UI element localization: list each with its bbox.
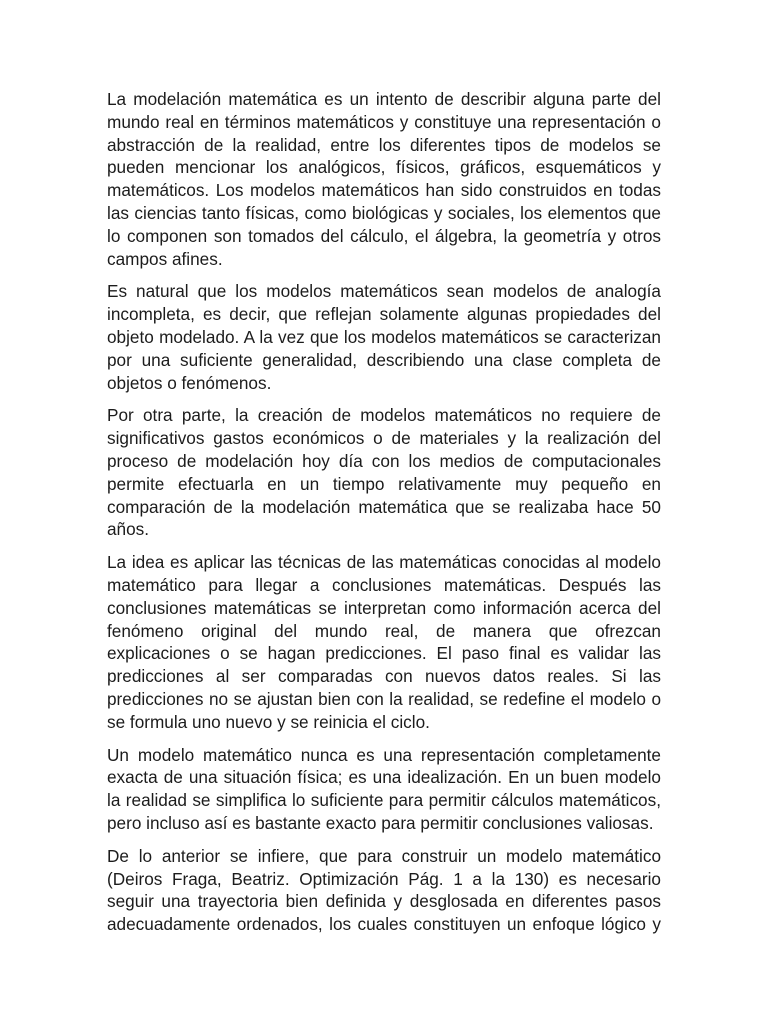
paragraph-5: Un modelo matemático nunca es una representación completamente exacta de una situación física; es una idealización. En un buen modelo la realidad se simplifica lo suficiente para permitir cálculos matemáticos, pero incluso así es bastante exacto para permitir conclusiones valiosas.: [107, 744, 661, 833]
paragraph-4: La idea es aplicar las técnicas de las matemáticas conocidas al modelo matemático para llegar a conclusiones matemáticas. Después las conclusiones matemáticas se interpretan como información acerca del fenómeno original del mundo real, de manera que ofrezcan explicaciones o se hagan predicciones. El paso final es validar las predicciones al ser comparadas con nuevos datos reales. Si las predicciones no se ajustan bien con la realidad, se redefine el modelo o se formula uno nuevo y se reinicia el ciclo.: [107, 552, 661, 732]
paragraph-2: Es natural que los modelos matemáticos sean modelos de analogía incompleta, es decir, que reflejan solamente algunas propiedades del objeto modelado. A la vez que los modelos matemáticos se caracterizan por una suficiente generalidad, describiendo una clase completa de objetos o fenómenos.: [107, 281, 661, 393]
body-text: [107, 88, 661, 936]
paragraph-3: Por otra parte, la creación de modelos matemáticos no requiere de significativos gastos económicos o de materiales y la realización del proceso de modelación hoy día con los medios de computacionales permite efectuarla en un tiempo relativamente muy pequeño en comparación de la modelación matemática que se realizaba hace 50 años.: [107, 405, 661, 540]
paragraph-1: La modelación matemática es un intento de describir alguna parte del mundo real en términos matemáticos y constituye una representación o abstracción de la realidad, entre los diferentes tipos de modelos se pueden mencionar los analógicos, físicos, gráficos, esquemáticos y matemáticos. Los modelos matemáticos han sido construidos en todas las ciencias tanto físicas, como biológicas y sociales, los elementos que lo componen son tomados del cálculo, el álgebra, la geometría y otros campos afines.: [107, 89, 661, 269]
paragraph-6: De lo anterior se infiere, que para construir un modelo matemático (Deiros Fraga, Beatriz. Optimización Pág. 1 a la 130) es necesario seguir una trayectoria bien definida y desglosada en diferentes pasos adecuadamente ordenados, los cuales constituyen un enfoque lógico y: [107, 845, 661, 935]
